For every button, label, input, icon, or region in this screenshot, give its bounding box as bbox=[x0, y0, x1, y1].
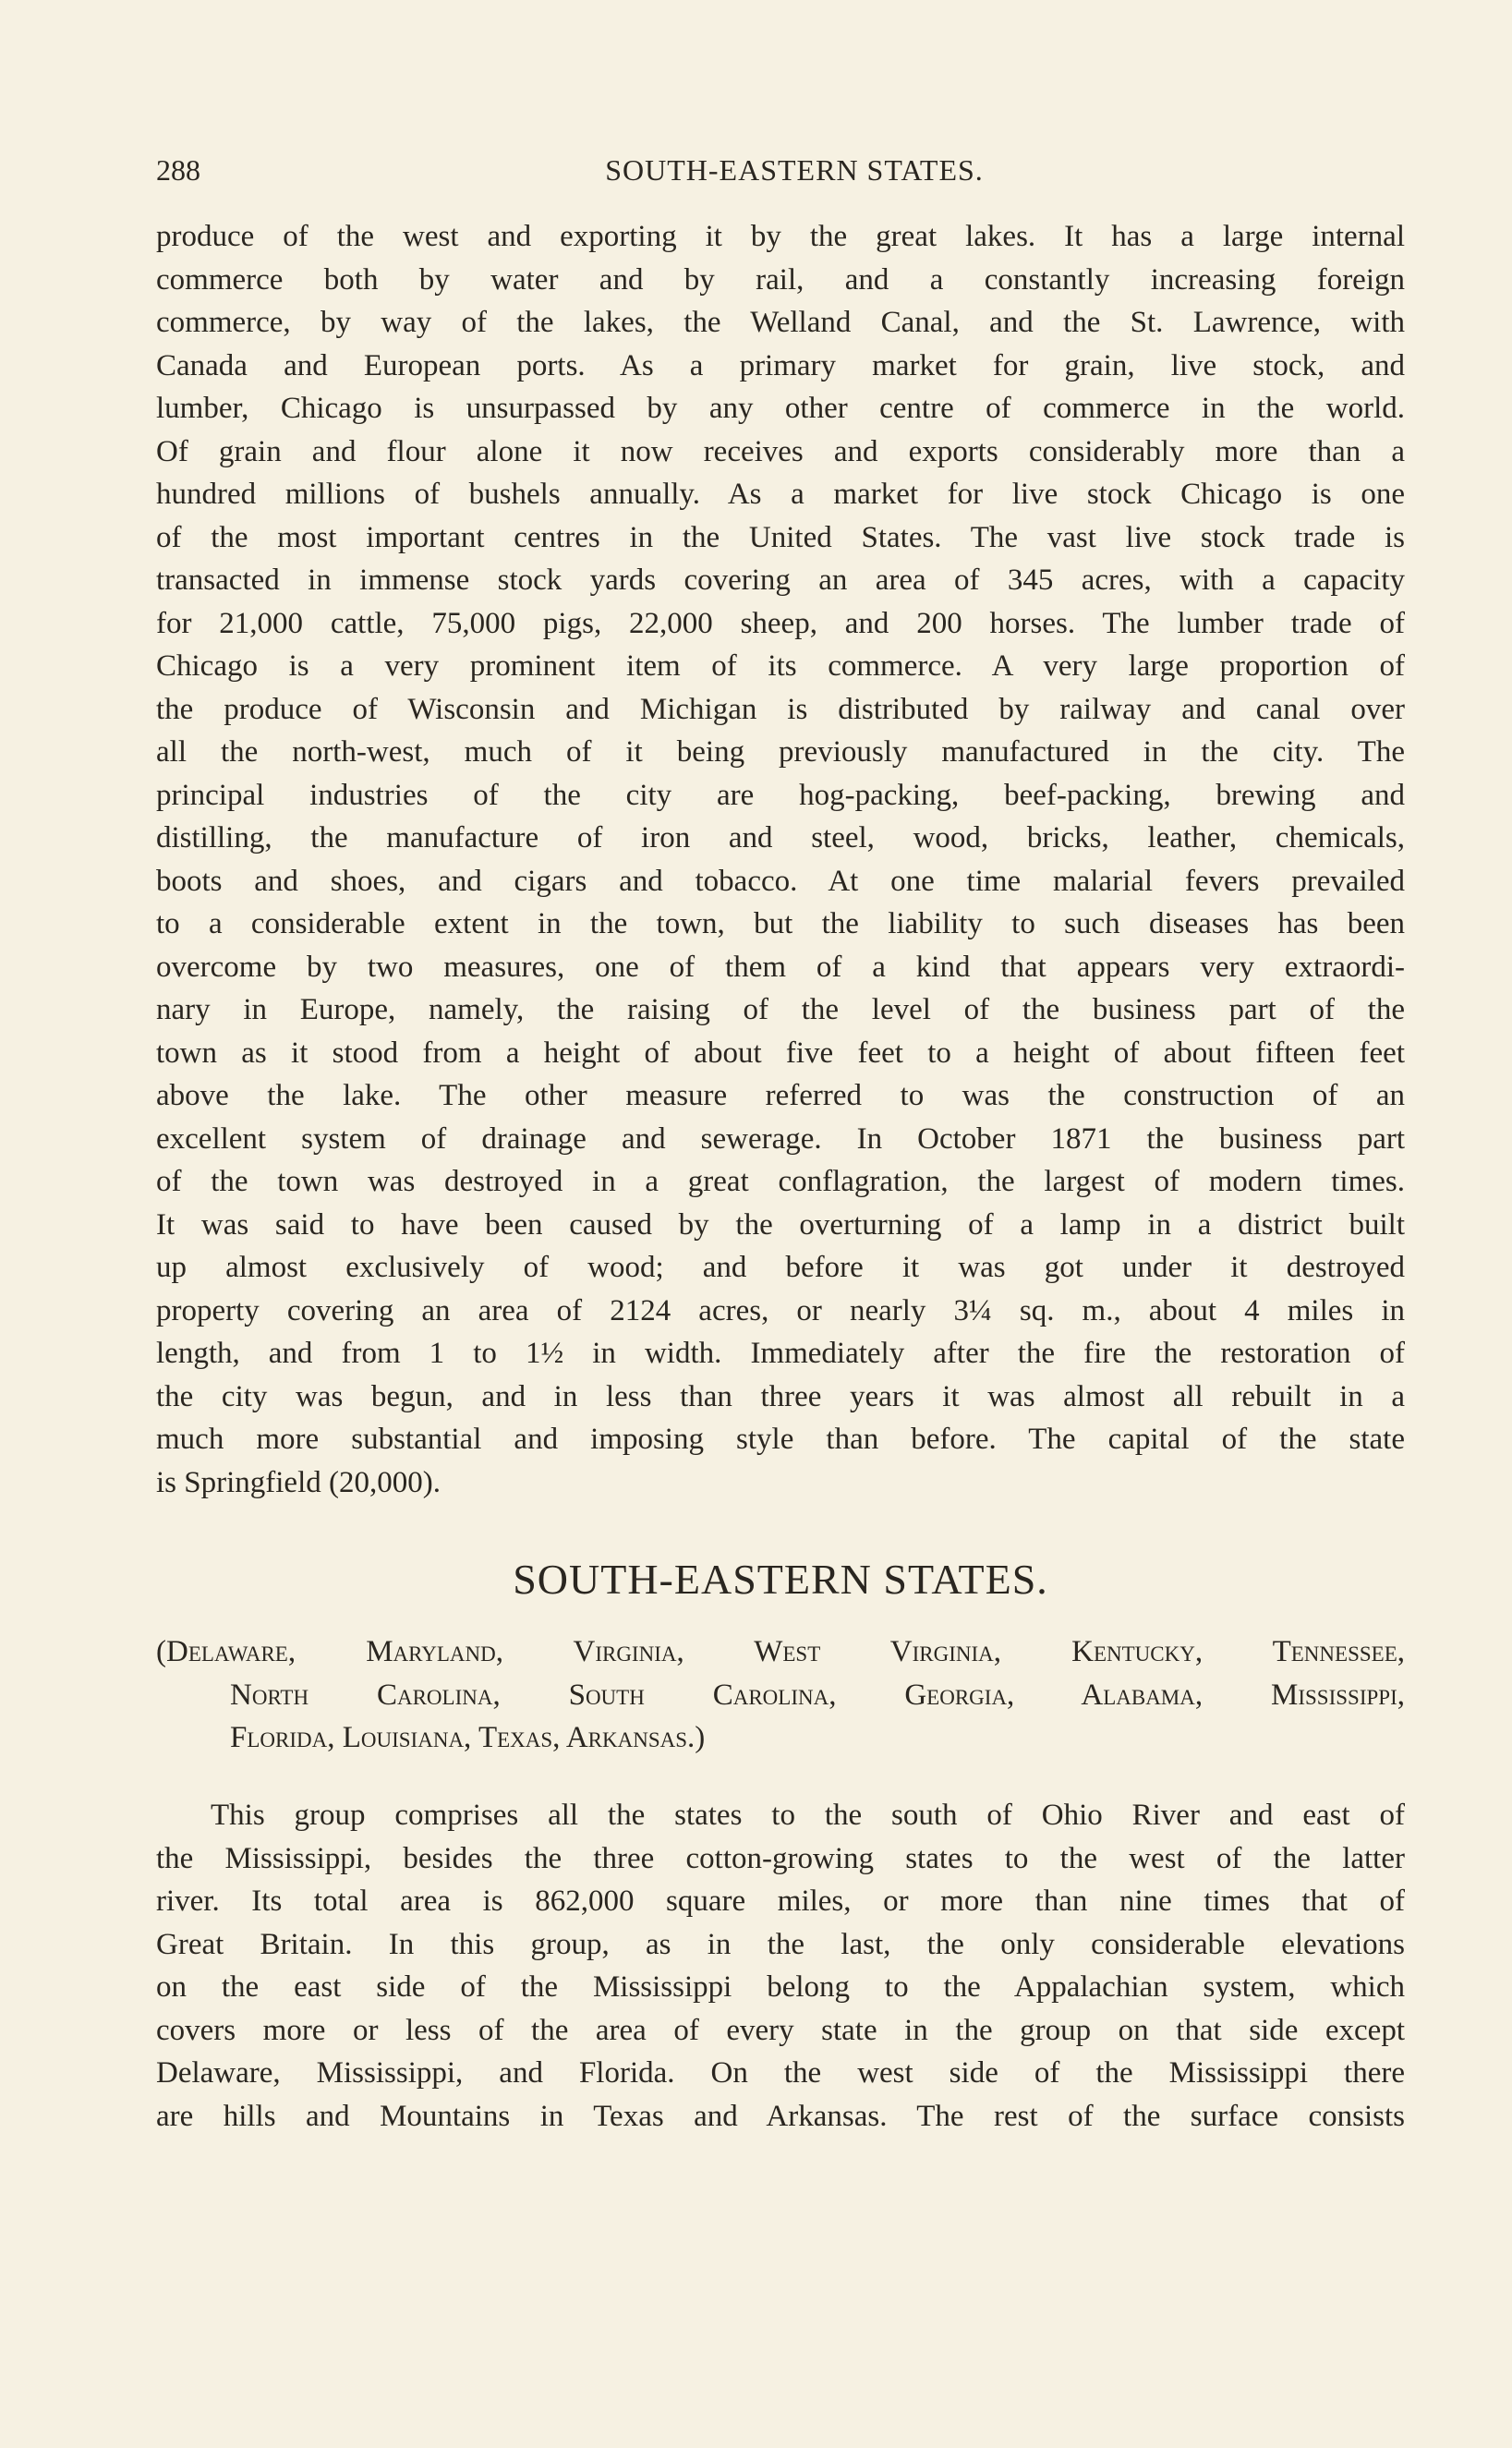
text-line: the Mississippi, besides the three cotton-growing states to the west of the latter bbox=[156, 1841, 1405, 1875]
text-line: all the north-west, much of it being previously manufactured in the city. The bbox=[156, 735, 1405, 769]
text-line: length, and from 1 to 1½ in width. Immediately after the fire the restoration of bbox=[156, 1337, 1405, 1370]
text-line: produce of the west and exporting it by the great lakes. It has a large internal bbox=[156, 220, 1405, 253]
states-line: (Delaware, Maryland, Virginia, West Virginia, Kentucky, Tennessee, bbox=[156, 1635, 1405, 1668]
text-line: covers more or less of the area of every state in the group on that side except bbox=[156, 2013, 1405, 2047]
text-line: above the lake. The other measure referred to was the construction of an bbox=[156, 1079, 1405, 1112]
paragraph-chicago bbox=[156, 215, 1405, 1504]
text-line: lumber, Chicago is unsurpassed by any other centre of commerce in the world. bbox=[156, 392, 1405, 425]
text-line: is Springfield (20,000). bbox=[156, 1465, 441, 1499]
text-line: Canada and European ports. As a primary market for grain, live stock, and bbox=[156, 348, 1405, 382]
text-line: town as it stood from a height of about five feet to a height of about fifteen feet bbox=[156, 1036, 1405, 1070]
text-line: on the east side of the Mississippi belong to the Appalachian system, which bbox=[156, 1970, 1405, 2004]
page-number: 288 bbox=[156, 153, 200, 187]
text-line: Of grain and flour alone it now receives and exports considerably more than a bbox=[156, 434, 1405, 468]
text-line: much more substantial and imposing style than before. The capital of the state bbox=[156, 1423, 1405, 1456]
text-line: Great Britain. In this group, as in the last, the only considerable elevations bbox=[156, 1927, 1405, 1961]
states-line: Florida, Louisiana, Texas, Arkansas.) bbox=[230, 1721, 706, 1754]
states-line: North Carolina, South Carolina, Georgia, Alabama, Mississippi, bbox=[230, 1678, 1405, 1712]
running-title: SOUTH-EASTERN STATES. bbox=[605, 153, 984, 187]
text-line: Chicago is a very prominent item of its commerce. A very large proportion of bbox=[156, 649, 1405, 683]
text-line: river. Its total area is 862,000 square miles, or more than nine times that of bbox=[156, 1884, 1405, 1918]
text-line: principal industries of the city are hog-packing, beef-packing, brewing and bbox=[156, 778, 1405, 812]
text-line: overcome by two measures, one of them of a kind that appears very extraordi- bbox=[156, 950, 1405, 984]
section-heading: SOUTH-EASTERN STATES. bbox=[513, 1556, 1048, 1603]
paragraph-south-eastern bbox=[156, 1794, 1405, 2138]
text-line: nary in Europe, namely, the raising of the level of the business part of the bbox=[156, 993, 1405, 1026]
text-line: commerce, by way of the lakes, the Welland Canal, and the St. Lawrence, with bbox=[156, 306, 1405, 339]
text-line: boots and shoes, and cigars and tobacco. At one time malarial fevers prevailed bbox=[156, 864, 1405, 898]
text-line: commerce both by water and by rail, and a constantly increasing foreign bbox=[156, 262, 1405, 297]
text-line: hundred millions of bushels annually. As a market for live stock Chicago is one bbox=[156, 478, 1405, 511]
text-line: distilling, the manufacture of iron and steel, wood, bricks, leather, chemicals, bbox=[156, 821, 1405, 854]
text-line: This group comprises all the states to the south of Ohio River and east of bbox=[211, 1799, 1405, 1832]
text-line: property covering an area of 2124 acres, or nearly 3¼ sq. m., about 4 miles in bbox=[156, 1293, 1405, 1327]
text-line: transacted in immense stock yards covering an area of 345 acres, with a capacity bbox=[156, 564, 1405, 597]
states-list bbox=[156, 1630, 1405, 1760]
text-line: are hills and Mountains in Texas and Arkansas. The rest of the surface consists bbox=[156, 2099, 1405, 2133]
text-line: to a considerable extent in the town, but the liability to such diseases has been bbox=[156, 907, 1405, 940]
text-line: for 21,000 cattle, 75,000 pigs, 22,000 sheep, and 200 horses. The lumber trade of bbox=[156, 606, 1405, 640]
text-line: Delaware, Mississippi, and Florida. On the west side of the Mississippi there bbox=[156, 2056, 1405, 2090]
text-line: up almost exclusively of wood; and before it was got under it destroyed bbox=[156, 1251, 1405, 1284]
text-line: the city was begun, and in less than three years it was almost all rebuilt in a bbox=[156, 1379, 1405, 1413]
text-line: It was said to have been caused by the overturning of a lamp in a district built bbox=[156, 1207, 1405, 1242]
text-line: of the town was destroyed in a great conflagration, the largest of modern times. bbox=[156, 1165, 1405, 1198]
running-head bbox=[156, 150, 1405, 190]
text-line: of the most important centres in the United States. The vast live stock trade is bbox=[156, 520, 1405, 554]
text-line: excellent system of drainage and sewerage. In October 1871 the business part bbox=[156, 1121, 1405, 1156]
text-line: the produce of Wisconsin and Michigan is distributed by railway and canal over bbox=[156, 692, 1405, 726]
